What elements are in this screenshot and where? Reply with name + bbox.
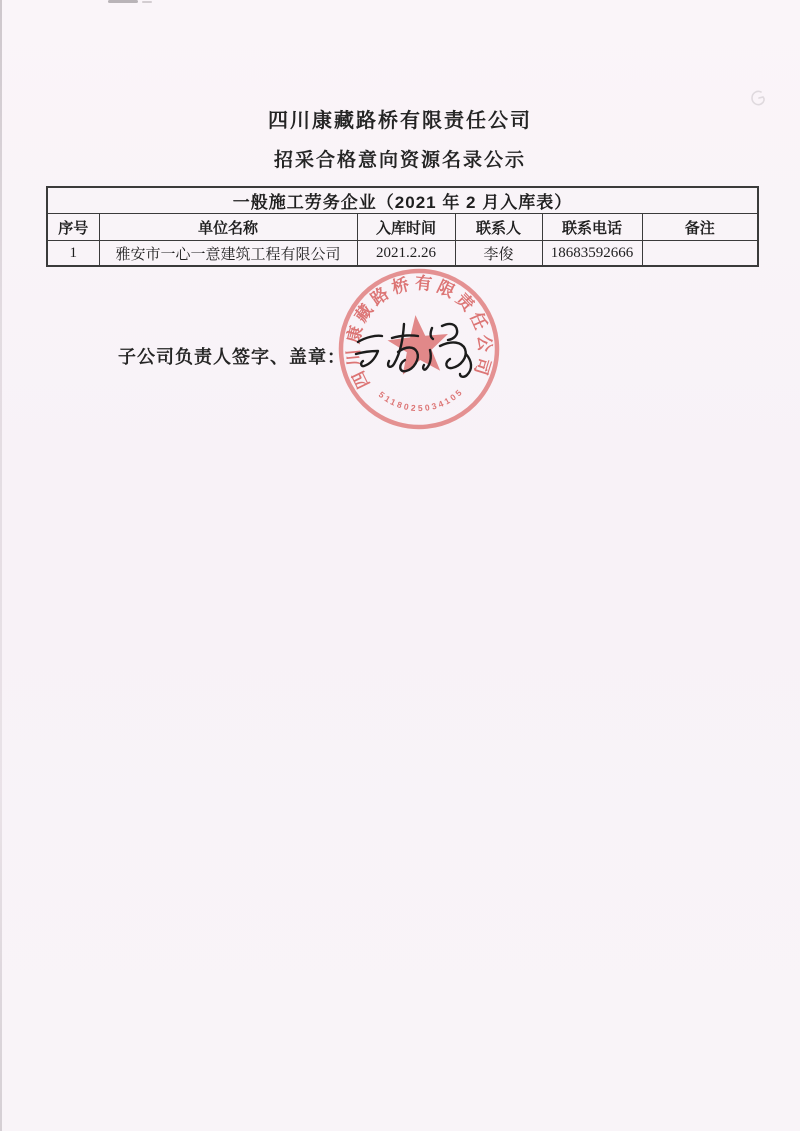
signature-caption: 子公司负责人签字、盖章： — [118, 347, 346, 367]
cell-remark — [642, 241, 758, 267]
document-subtitle: 招采合格意向资源名录公示 — [273, 150, 526, 171]
table-row — [47, 241, 758, 267]
scan-smudge-artifact — [142, 1, 152, 3]
scan-smudge-artifact — [108, 0, 138, 3]
cell-entry-date: 2021.2.26 — [357, 241, 455, 267]
cell-unit-name: 雅安市一心一意建筑工程有限公司 — [99, 241, 357, 267]
table-header-row — [47, 214, 758, 241]
seal-registration-number: 5118025034105 — [376, 385, 466, 414]
handwritten-signature — [346, 312, 486, 392]
roster-table — [46, 186, 759, 267]
table-caption: 一般施工劳务企业（2021 年 2 月入库表） — [47, 187, 758, 214]
col-header-unit-name: 单位名称 — [99, 214, 357, 241]
document-title: 四川康藏路桥有限责任公司 — [268, 110, 532, 132]
col-header-remark: 备注 — [642, 214, 758, 241]
seal-company-arc-text: 四川康藏路桥有限责任公司 — [343, 273, 495, 392]
table-caption-row — [47, 187, 758, 214]
col-header-phone: 联系电话 — [542, 214, 642, 241]
cell-no: 1 — [47, 241, 99, 267]
cell-contact: 李俊 — [455, 241, 542, 267]
col-header-contact: 联系人 — [455, 214, 542, 241]
col-header-entry-date: 入库时间 — [357, 214, 455, 241]
cell-phone: 18683592666 — [542, 241, 642, 267]
col-header-no: 序号 — [47, 214, 99, 241]
